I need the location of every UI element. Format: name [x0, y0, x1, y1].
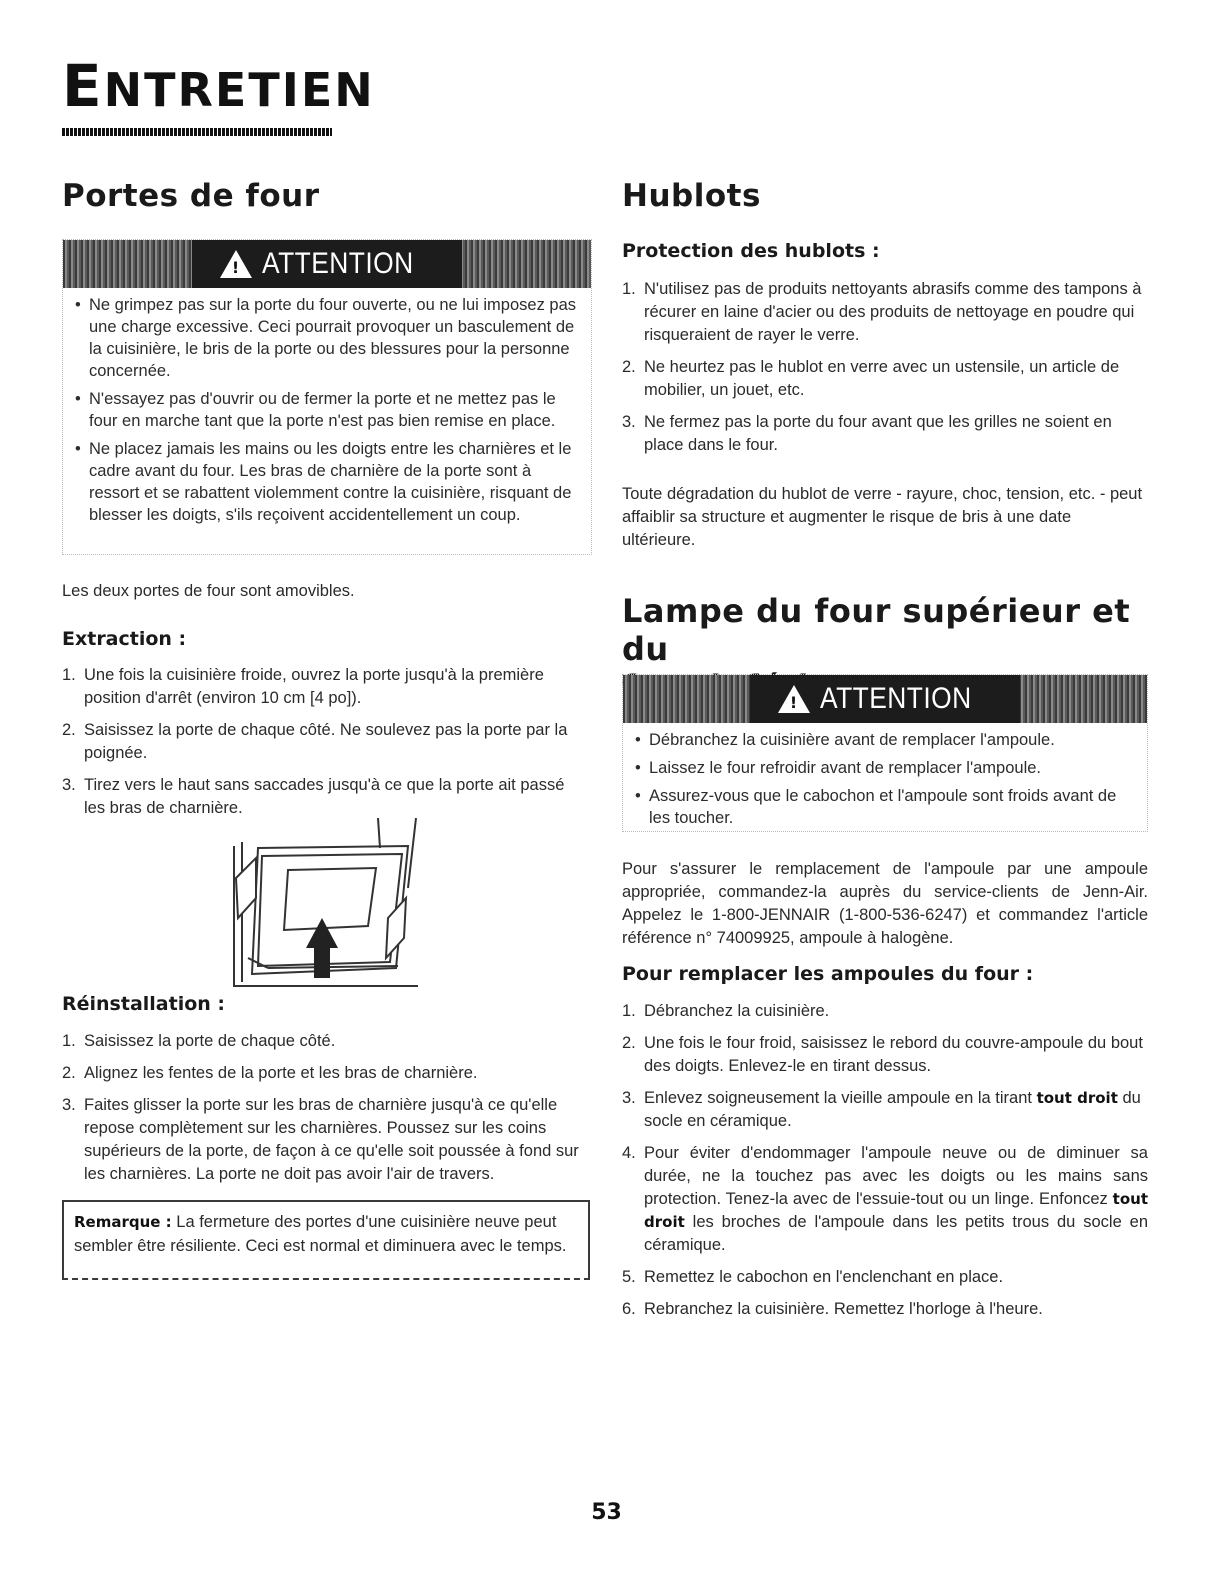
- page-title: ENTRETIEN: [62, 52, 375, 120]
- section-heading-lampe: Lampe du four supérieur et du: [622, 592, 1131, 668]
- list-item: 3. Tirez vers le haut sans saccades jusqu'à ce que la porte ait passé les bras de charnière.: [62, 776, 565, 817]
- hublots-steps: [622, 278, 1148, 466]
- warning-item: • Débranchez la cuisinière avant de remplacer l'ampoule.: [635, 729, 1137, 751]
- list-item: 1. N'utilisez pas de produits nettoyants abrasifs comme des tampons à récurer en laine d'acier ou des produits de nettoyage en poudre qui risqueraient de rayer le verre.: [622, 280, 1142, 344]
- note-box: [62, 1200, 590, 1280]
- page-number: 53: [591, 1500, 622, 1525]
- extraction-steps: [62, 664, 572, 829]
- list-item: 2. Alignez les fentes de la porte et les bras de charnière.: [62, 1064, 478, 1082]
- warning-triangle-icon: [220, 250, 252, 278]
- hublots-subheading: Protection des hublots :: [622, 240, 880, 262]
- hublots-paragraph: Toute dégradation du hublot de verre - rayure, choc, tension, etc. - peut affaiblir sa structure et augmenter le risque de bris à une date ultérieure.: [622, 485, 1143, 549]
- warning-item: • Laissez le four refroidir avant de remplacer l'ampoule.: [635, 757, 1137, 779]
- list-item: 5. Remettez le cabochon en l'enclenchant en place.: [622, 1268, 1004, 1286]
- list-item: 2. Une fois le four froid, saisissez le rebord du couvre-ampoule du bout des doigts. Enlevez-le en tirant dessus.: [622, 1034, 1143, 1075]
- note-text: La fermeture des portes d'une cuisinière neuve peut sembler être résiliente. Ceci est normal et diminuera avec le temps.: [74, 1213, 567, 1255]
- doors-intro: Les deux portes de four sont amovibles.: [62, 582, 355, 600]
- lamp-steps: [622, 1000, 1148, 1330]
- list-item: 3. Faites glisser la porte sur les bras de charnière jusqu'à ce qu'elle repose complètement sur les charnières. Poussez sur les coins supérieurs de la porte, de façon à ce qu'elle soit poussée à fond sur les charnières. La porte ne doit pas avoir l'air de travers.: [62, 1096, 579, 1183]
- lamp-paragraph: Pour s'assurer le remplacement de l'ampoule par une ampoule appropriée, commandez-la auprès du service-clients de Jenn-Air. Appelez le 1-800-JENNAIR (1-800-536-6247) et commandez l'article référence n° 74009925, ampoule à halogène.: [622, 860, 1148, 947]
- list-item: 1. Une fois la cuisinière froide, ouvrez la porte jusqu'à la première position d'arrêt (environ 10 cm [4 po]).: [62, 666, 544, 707]
- list-item: 1. Saisissez la porte de chaque côté.: [62, 1032, 336, 1050]
- section-heading-hublots: Hublots: [622, 178, 761, 214]
- warning-header: [63, 240, 591, 288]
- list-item: 3. Enlevez soigneusement la vieille ampoule en la tirant tout droit du socle en céramique.: [622, 1089, 1141, 1130]
- warning-box-doors: [62, 239, 592, 555]
- warning-item: • N'essayez pas d'ouvrir ou de fermer la porte et ne mettez pas le four en marche tant que la porte n'est pas bien remise en place.: [75, 388, 581, 432]
- list-item: 1. Débranchez la cuisinière.: [622, 1002, 830, 1020]
- note-label: Remarque :: [74, 1213, 172, 1231]
- list-item: 4. Pour éviter d'endommager l'ampoule neuve ou de diminuer sa durée, ne la touchez pas avec les doigts ou les mains sans protection. Tenez-la avec de l'essuie-tout ou un linge. Enfoncez tout droit les broches de l'ampoule dans les petits trous du socle en céramique.: [622, 1144, 1148, 1254]
- list-item: 2. Saisissez la porte de chaque côté. Ne soulevez pas la porte par la poignée.: [62, 721, 568, 762]
- list-item: 3. Ne fermez pas la porte du four avant que les grilles ne soient en place dans le four.: [622, 413, 1112, 454]
- warning-title: ATTENTION: [261, 247, 414, 280]
- reinstall-heading: Réinstallation :: [62, 993, 226, 1015]
- list-item: 2. Ne heurtez pas le hublot en verre avec un ustensile, un article de mobilier, un jouet, etc.: [622, 358, 1120, 399]
- list-item: 6. Rebranchez la cuisinière. Remettez l'horloge à l'heure.: [622, 1300, 1043, 1318]
- warning-header: [623, 675, 1147, 723]
- warning-box-lamp: [622, 674, 1148, 832]
- title-underline: [62, 128, 332, 136]
- oven-door-removal-illustration: [228, 818, 426, 990]
- warning-item: • Ne placez jamais les mains ou les doigts entre les charnières et le cadre avant du four. Les bras de charnière de la porte sont à ressort et se rabattent violemment contre la cuisinière, risquant de blesser les doigts, s'ils reçoivent accidentellement un coup.: [75, 438, 581, 526]
- section-heading-portes: Portes de four: [62, 178, 320, 214]
- warning-title: ATTENTION: [819, 682, 972, 715]
- warning-triangle-icon: [778, 685, 810, 713]
- extraction-heading: Extraction :: [62, 628, 187, 650]
- warning-item: • Assurez-vous que le cabochon et l'ampoule sont froids avant de les toucher.: [635, 785, 1137, 829]
- reinstall-steps: [62, 1030, 584, 1195]
- warning-item: • Ne grimpez pas sur la porte du four ouverte, ou ne lui imposez pas une charge excessive. Ceci pourrait provoquer un basculement de la cuisinière, le bris de la porte ou des blessures pour la personne concernée.: [75, 294, 581, 382]
- lamp-replace-heading: Pour remplacer les ampoules du four :: [622, 963, 1034, 985]
